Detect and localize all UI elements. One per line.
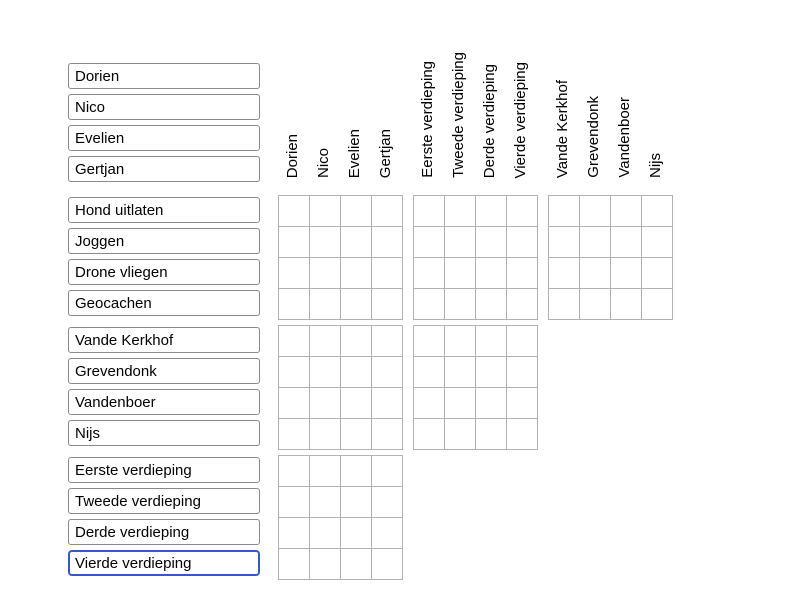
grid-cell[interactable] xyxy=(279,357,310,388)
column-header xyxy=(610,0,641,190)
grid-cell[interactable] xyxy=(476,419,507,450)
grid-cell[interactable] xyxy=(507,357,538,388)
grid-cell[interactable] xyxy=(279,549,310,580)
grid-cell[interactable] xyxy=(341,487,372,518)
grid-cell[interactable] xyxy=(341,227,372,258)
grid-cell[interactable] xyxy=(341,456,372,487)
column-header xyxy=(413,0,444,190)
grid-cell[interactable] xyxy=(642,196,673,227)
label-input-activities-3[interactable] xyxy=(68,259,260,285)
grid-block-surnames-floors xyxy=(413,325,538,450)
grid-cell[interactable] xyxy=(476,388,507,419)
grid-cell[interactable] xyxy=(341,388,372,419)
grid-cell[interactable] xyxy=(611,196,642,227)
column-header xyxy=(444,0,475,190)
column-header-label: Derde verdieping xyxy=(481,63,499,178)
column-header xyxy=(641,0,672,190)
grid-cell[interactable] xyxy=(310,357,341,388)
label-input-surnames-1[interactable] xyxy=(68,327,260,353)
grid-cell[interactable] xyxy=(476,326,507,357)
column-header-label: Dorien xyxy=(284,133,302,178)
grid-cell[interactable] xyxy=(310,456,341,487)
grid-cell[interactable] xyxy=(372,487,403,518)
grid-cell[interactable] xyxy=(642,227,673,258)
column-header-group-names xyxy=(278,0,402,190)
column-header-label: Vandenboer xyxy=(616,97,634,178)
column-header xyxy=(340,0,371,190)
grid-cell[interactable] xyxy=(310,258,341,289)
label-input-names-2[interactable] xyxy=(68,94,260,120)
grid-cell[interactable] xyxy=(445,227,476,258)
grid-cell[interactable] xyxy=(476,289,507,320)
label-input-names-3[interactable] xyxy=(68,125,260,151)
grid-cell[interactable] xyxy=(445,196,476,227)
grid-cell[interactable] xyxy=(279,258,310,289)
grid-cell[interactable] xyxy=(279,487,310,518)
grid-cell[interactable] xyxy=(549,289,580,320)
grid-cell[interactable] xyxy=(414,258,445,289)
column-header-label: Nijs xyxy=(647,153,665,178)
grid-cell[interactable] xyxy=(310,227,341,258)
grid-cell[interactable] xyxy=(445,388,476,419)
label-input-activities-1[interactable] xyxy=(68,197,260,223)
column-header-label: Gertjan xyxy=(377,128,395,178)
grid-cell[interactable] xyxy=(507,196,538,227)
grid-cell[interactable] xyxy=(279,388,310,419)
grid-cell[interactable] xyxy=(279,227,310,258)
grid-cell[interactable] xyxy=(372,196,403,227)
label-input-activities-4[interactable] xyxy=(68,290,260,316)
grid-cell[interactable] xyxy=(341,549,372,580)
grid-cell[interactable] xyxy=(279,419,310,450)
grid-cell[interactable] xyxy=(611,258,642,289)
grid-cell[interactable] xyxy=(341,258,372,289)
label-input-names-4[interactable] xyxy=(68,156,260,182)
label-input-surnames-2[interactable] xyxy=(68,358,260,384)
grid-cell[interactable] xyxy=(310,549,341,580)
grid-cell[interactable] xyxy=(341,326,372,357)
label-input-floors-3[interactable] xyxy=(68,519,260,545)
grid-cell[interactable] xyxy=(549,258,580,289)
column-header xyxy=(278,0,309,190)
grid-cell[interactable] xyxy=(341,419,372,450)
grid-cell[interactable] xyxy=(372,419,403,450)
grid-cell[interactable] xyxy=(507,388,538,419)
grid-cell[interactable] xyxy=(372,549,403,580)
grid-cell[interactable] xyxy=(580,258,611,289)
label-input-floors-4-focused[interactable] xyxy=(68,550,260,576)
label-input-floors-1[interactable] xyxy=(68,457,260,483)
column-header-group-surnames xyxy=(548,0,672,190)
grid-cell[interactable] xyxy=(476,258,507,289)
grid-cell[interactable] xyxy=(507,419,538,450)
column-header-label: Vande Kerkhof xyxy=(554,79,572,178)
grid-cell[interactable] xyxy=(445,289,476,320)
grid-cell[interactable] xyxy=(310,289,341,320)
grid-block-activities-names xyxy=(278,195,403,320)
grid-cell[interactable] xyxy=(507,326,538,357)
grid-cell[interactable] xyxy=(445,357,476,388)
label-input-names-1[interactable] xyxy=(68,63,260,89)
grid-cell[interactable] xyxy=(372,518,403,549)
grid-cell[interactable] xyxy=(580,196,611,227)
grid-cell[interactable] xyxy=(372,258,403,289)
grid-cell[interactable] xyxy=(310,196,341,227)
grid-cell[interactable] xyxy=(476,227,507,258)
grid-cell[interactable] xyxy=(476,196,507,227)
column-header xyxy=(309,0,340,190)
label-group-surnames xyxy=(68,327,260,451)
grid-cell[interactable] xyxy=(372,357,403,388)
column-header xyxy=(548,0,579,190)
grid-cell[interactable] xyxy=(445,258,476,289)
grid-cell[interactable] xyxy=(341,289,372,320)
grid-cell[interactable] xyxy=(279,326,310,357)
grid-cell[interactable] xyxy=(445,419,476,450)
grid-cell[interactable] xyxy=(414,419,445,450)
grid-cell[interactable] xyxy=(549,196,580,227)
grid-cell[interactable] xyxy=(372,227,403,258)
grid-cell[interactable] xyxy=(642,289,673,320)
grid-cell[interactable] xyxy=(279,196,310,227)
column-header-label: Eerste verdieping xyxy=(419,61,437,178)
grid-cell[interactable] xyxy=(414,196,445,227)
grid-cell[interactable] xyxy=(549,227,580,258)
grid-cell[interactable] xyxy=(507,227,538,258)
grid-cell[interactable] xyxy=(310,326,341,357)
grid-block-activities-floors xyxy=(413,195,538,320)
column-header-label: Tweede verdieping xyxy=(450,52,468,178)
grid-cell[interactable] xyxy=(310,487,341,518)
label-input-surnames-3[interactable] xyxy=(68,389,260,415)
grid-block-activities-surnames xyxy=(548,195,673,320)
column-header-label: Grevendonk xyxy=(585,96,603,178)
grid-cell[interactable] xyxy=(445,326,476,357)
grid-cell[interactable] xyxy=(507,289,538,320)
column-header-label: Evelien xyxy=(346,128,364,178)
grid-cell[interactable] xyxy=(341,357,372,388)
grid-cell[interactable] xyxy=(414,227,445,258)
grid-cell[interactable] xyxy=(279,456,310,487)
grid-cell[interactable] xyxy=(279,289,310,320)
grid-cell[interactable] xyxy=(341,518,372,549)
column-header-label: Vierde verdieping xyxy=(512,61,530,178)
grid-cell[interactable] xyxy=(611,227,642,258)
grid-cell[interactable] xyxy=(414,388,445,419)
label-input-activities-2[interactable] xyxy=(68,228,260,254)
column-header-label: Nico xyxy=(315,147,333,178)
column-header xyxy=(506,0,537,190)
grid-cell[interactable] xyxy=(476,357,507,388)
grid-cell[interactable] xyxy=(642,258,673,289)
label-input-floors-2[interactable] xyxy=(68,488,260,514)
grid-cell[interactable] xyxy=(310,518,341,549)
column-header-group-floors xyxy=(413,0,537,190)
grid-cell[interactable] xyxy=(372,289,403,320)
column-header xyxy=(371,0,402,190)
grid-cell[interactable] xyxy=(507,258,538,289)
label-group-names xyxy=(68,63,260,187)
grid-cell[interactable] xyxy=(414,289,445,320)
column-header xyxy=(579,0,610,190)
column-header xyxy=(475,0,506,190)
grid-cell[interactable] xyxy=(611,289,642,320)
grid-cell[interactable] xyxy=(279,518,310,549)
grid-cell[interactable] xyxy=(414,357,445,388)
label-group-floors xyxy=(68,457,260,581)
grid-block-floors-names xyxy=(278,455,403,580)
grid-cell[interactable] xyxy=(341,196,372,227)
label-input-surnames-4[interactable] xyxy=(68,420,260,446)
grid-cell[interactable] xyxy=(414,326,445,357)
grid-cell[interactable] xyxy=(372,326,403,357)
grid-cell[interactable] xyxy=(372,456,403,487)
label-group-activities xyxy=(68,197,260,321)
grid-cell[interactable] xyxy=(372,388,403,419)
grid-cell[interactable] xyxy=(580,289,611,320)
grid-cell[interactable] xyxy=(580,227,611,258)
grid-cell[interactable] xyxy=(310,419,341,450)
grid-block-surnames-names xyxy=(278,325,403,450)
grid-cell[interactable] xyxy=(310,388,341,419)
